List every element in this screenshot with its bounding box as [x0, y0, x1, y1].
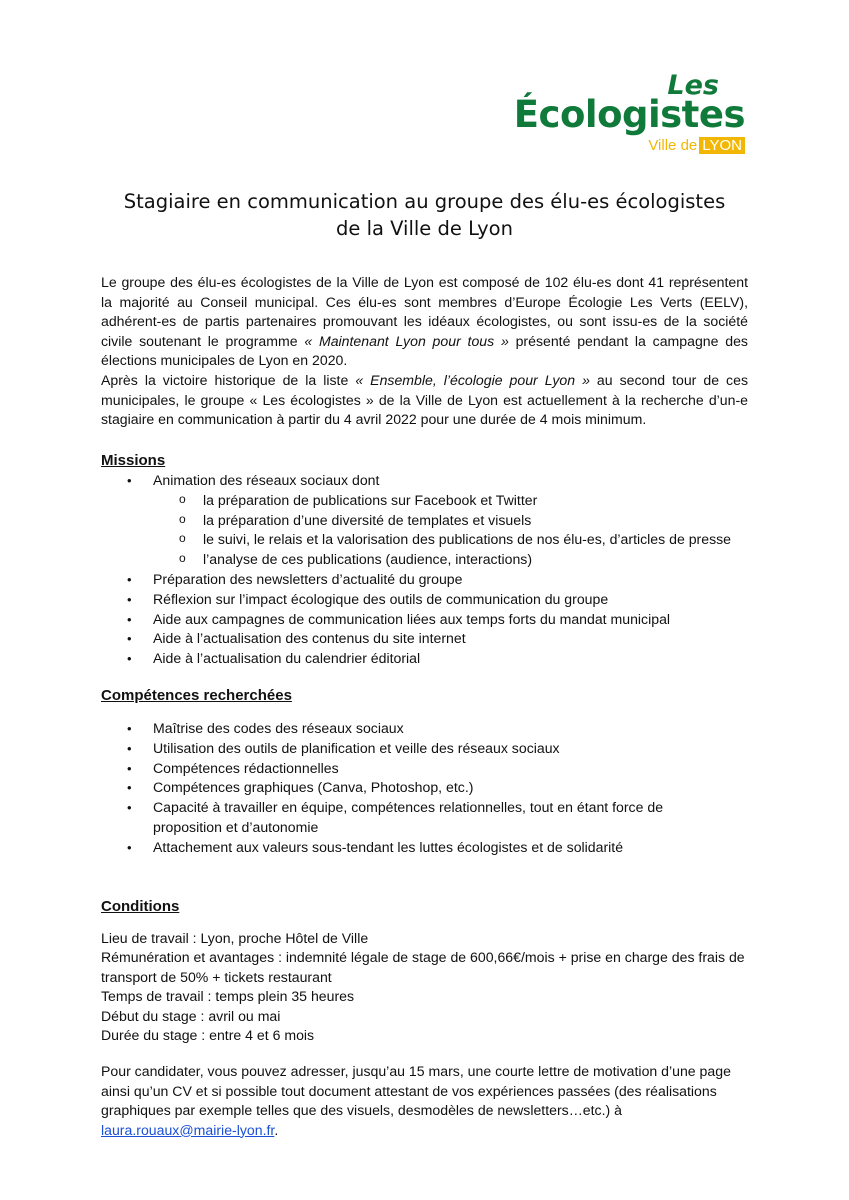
intro-p2-text-a: Après la victoire historique de la liste	[101, 371, 356, 388]
condition-line: Rémunération et avantages : indemnité légale de stage de 600,66€/mois + prise en charge des frais de transport de 50% + tickets restaurant	[101, 949, 745, 985]
list-item: • Utilisation des outils de planification et veille des réseaux sociaux	[101, 739, 761, 759]
logo-ecologistes-text: Écologistes	[513, 93, 745, 136]
intro-p2-text-b: au second tour de ces municipales, le groupe « Les écologistes » de la Ville de Lyon est actuellement à la recherche d’un-e stagiaire en communication à partir du 4 avril 2022 pour une durée de 4 mois minimum.	[101, 371, 748, 428]
application-text: Pour candidater, vous pouvez adresser, jusqu’au 15 mars, une courte lettre de motivation d’une page ainsi qu’un CV et si possible tout document attestant de vos expériences passées (des réalisations graphiques par exemple telles que des visuels, desmodèles de newsletters…etc.) à	[101, 1063, 731, 1119]
condition-line: Lieu de travail : Lyon, proche Hôtel de Ville	[101, 930, 369, 946]
condition-line: Temps de travail : temps plein 35 heures	[101, 988, 355, 1005]
logo-lyon-badge: LYON	[699, 137, 745, 154]
missions-heading: Missions	[101, 452, 166, 469]
conditions-heading: Conditions	[101, 898, 180, 915]
application-paragraph	[101, 1062, 756, 1140]
intro-section	[101, 273, 748, 430]
logo-ville-de-lyon	[648, 136, 745, 156]
list-item	[101, 471, 761, 570]
list-item: • Attachement aux valeurs sous-tendant les luttes écologistes et de solidarité	[101, 838, 761, 858]
missions-item-1-label: Animation des réseaux sociaux dont	[153, 472, 380, 488]
list-item: • Compétences rédactionnelles	[101, 759, 761, 779]
condition-line: Durée du stage : entre 4 et 6 mois	[101, 1027, 315, 1044]
list-item: • Maîtrise des codes des réseaux sociaux	[101, 719, 761, 739]
list-item: • Aide à l’actualisation du calendrier éditorial	[101, 649, 761, 669]
page-title	[60, 188, 789, 242]
logo-les-text: Les	[667, 70, 719, 101]
page-title-line-2: de la Ville de Lyon	[336, 217, 513, 240]
competences-heading: Compétences recherchées	[101, 687, 292, 704]
sublist-item: o l’analyse de ces publications (audience, interactions)	[153, 550, 761, 570]
list-item: • Préparation des newsletters d’actualité du groupe	[101, 570, 761, 590]
competences-list	[101, 719, 761, 858]
logo-ville-de-text: Ville de	[648, 137, 698, 154]
intro-paragraph-1	[101, 273, 748, 371]
conditions-section	[101, 929, 761, 1045]
missions-list	[101, 471, 761, 669]
sublist-item: o la préparation d’une diversité de templates et visuels	[153, 511, 761, 531]
contact-email-link[interactable]: laura.rouaux@mairie-lyon.fr	[101, 1121, 275, 1138]
missions-sublist	[153, 491, 761, 570]
intro-paragraph-2	[101, 371, 748, 430]
intro-p1-text-b: présenté pendant la campagne des élections municipales de Lyon en 2020.	[101, 332, 748, 369]
list-item: • Capacité à travailler en équipe, compétences relationnelles, tout en étant force de proposition et d’autonomie	[101, 798, 713, 838]
intro-p2-list-name: « Ensemble, l’écologie pour Lyon »	[355, 371, 590, 388]
list-item: • Aide à l’actualisation des contenus du site internet	[101, 629, 761, 649]
page-title-line-1: Stagiaire en communication au groupe des élu-es écologistes	[123, 190, 726, 213]
intro-p1-text-a: Le groupe des élu-es écologistes de la Ville de Lyon est composé de 102 élu-es dont 41 représentent la majorité au Conseil municipal. Ces élu-es sont membres d’Europe Écologie Les Verts (EELV), adhérent-es de partis partenaires promouvant les idéaux écologistes, ou sont issu-es de la société civile soutenant le programme	[101, 274, 748, 349]
sublist-item: o la préparation de publications sur Facebook et Twitter	[153, 491, 761, 511]
list-item: • Aide aux campagnes de communication liées aux temps forts du mandat municipal	[101, 610, 761, 630]
list-item: • Réflexion sur l’impact écologique des outils de communication du groupe	[101, 590, 761, 610]
application-end: .	[274, 1121, 279, 1138]
les-ecologistes-logo	[515, 72, 745, 158]
list-item: • Compétences graphiques (Canva, Photoshop, etc.)	[101, 778, 761, 798]
intro-p1-program-name: « Maintenant Lyon pour tous »	[304, 332, 509, 349]
condition-line: Début du stage : avril ou mai	[101, 1007, 281, 1024]
sublist-item: o le suivi, le relais et la valorisation des publications de nos élu-es, d’articles de presse	[153, 530, 761, 550]
